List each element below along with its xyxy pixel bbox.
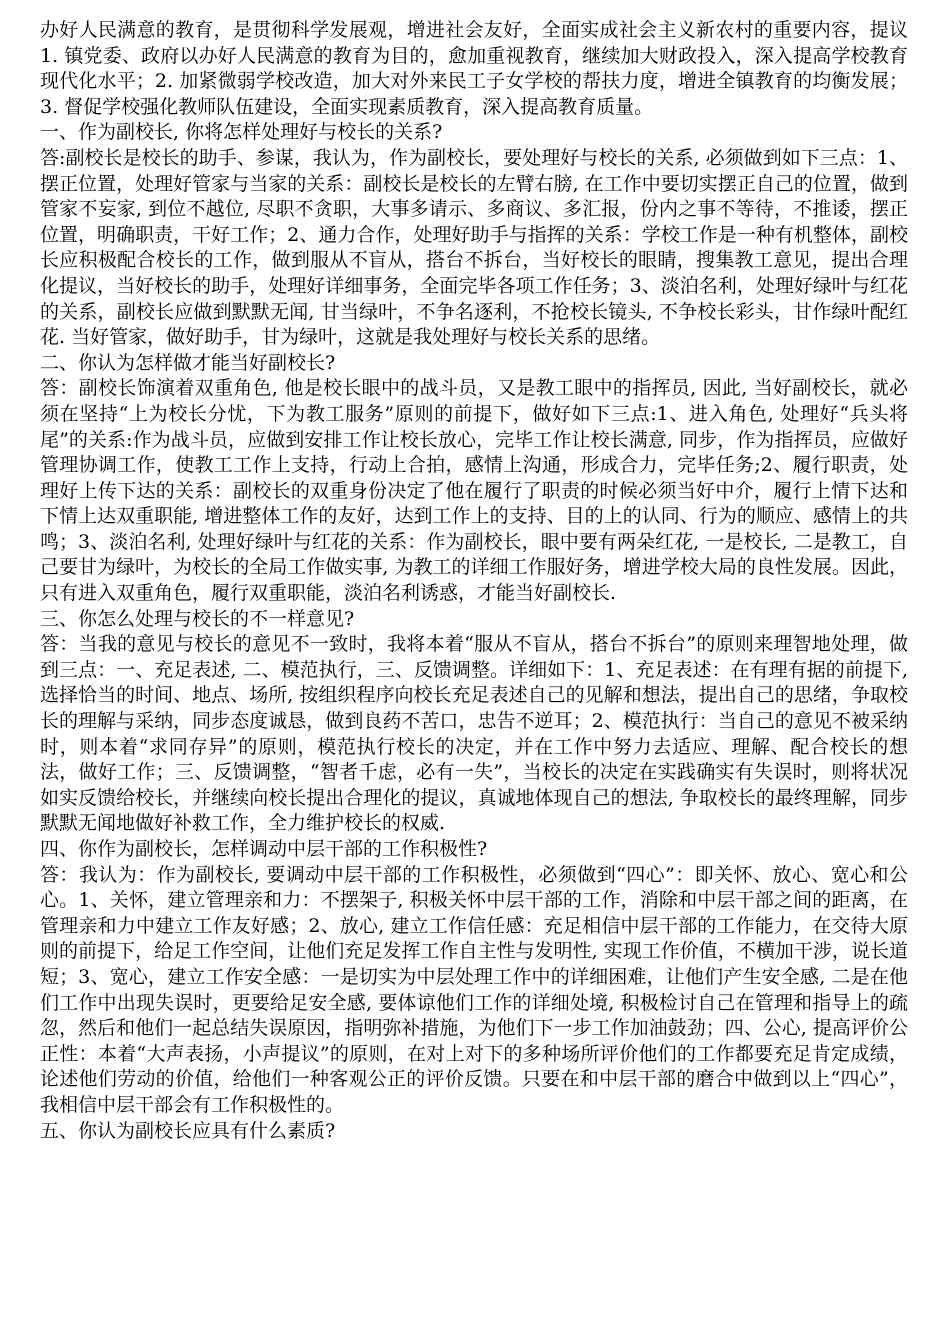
section-3-answer: 答：当我的意见与校长的意见不一致时，我将本着“服从不盲从，搭台不拆台”的原则来理智地处理，做到三点：一、充足表述, 二、模范执行，三、反馈调整。详细如下：1、充足表述：在有理有据的前提下, 选择恰当的时间、地点、场所, 按组织程序向校长充足表述自己的见解和想法，提出自己的思绪，争取校长的理解与采纳，同步态度诚恳，做到良药不苦口，忠告不逆耳；2、模范执行：当自己的意见不被采纳时，则本着“求同存异”的原则，模范执行校长的决定，并在工作中努力去适应、理解、配合校长的想法，做好工作；三、反馈调整，“智者千虑，必有一失”，当校长的决定在实践确实有失误时，则将状况如实反馈给校长，并继续向校长提出合理化的提议，真诚地体现自己的想法, 争取校长的最终理解，同步默默无闻地做好补救工作，全力维护校长的权威.: [40, 633, 908, 835]
section-4-answer: 答：我认为：作为副校长, 要调动中层干部的工作积极性，必须做到“四心”：即关怀、放心、宽心和公心。1、关怀，建立管理亲和力：不摆架子, 积极关怀中层干部的工作，消除和中层干部之间的距离，在管理亲和力中建立工作友好感；2、放心, 建立工作信任感：充足相信中层干部的工作能力，在交待大原则的前提下，给足工作空间，让他们充足发挥工作自主性与发明性, 实现工作价值，不横加干涉，说长道短；3、宽心，建立工作安全感：一是切实为中层处理工作中的详细困难，让他们产生安全感, 二是在他们工作中出现失误时，更要给足安全感, 要体谅他们工作的详细处境, 积极检讨自己在管理和指导上的疏忽，然后和他们一起总结失误原因，指明弥补措施，为他们下一步工作加油鼓劲；四、公心, 提高评价公正性：本着“大声表扬，小声提议”的原则，在对上对下的多种场所评价他们的工作都要充足肯定成绩，论述他们劳动的价值，给他们一种客观公正的评价反馈。只要在和中层干部的磨合中做到以上“四心”，我相信中层干部会有工作积极性的。: [40, 863, 908, 1116]
section-1-heading: 一、作为副校长, 你将怎样处理好与校长的关系?: [40, 121, 443, 144]
intro-paragraph: 办好人民满意的教育，是贯彻科学发展观，增进社会友好，全面实成社会主义新农村的重要内容，提议 1. 镇党委、政府以办好人民满意的教育为目的，愈加重视教育，继续加大财政投入，深入提高学校教育现代化水平；2. 加紧微弱学校改造，加大对外来民工子女学校的帮扶力度，增进全镇教育的均衡发展；3. 督促学校强化教师队伍建设，全面实现素质教育，深入提高教育质量。: [40, 19, 908, 118]
section-5-heading: 五、你认为副校长应具有什么素质?: [40, 1119, 336, 1142]
section-2-heading: 二、你认为怎样做才能当好副校长?: [40, 351, 336, 374]
section-4-heading: 四、你作为副校长，怎样调动中层干部的工作积极性?: [40, 838, 488, 860]
section-2-answer: 答：副校长饰演着双重角色, 他是校长眼中的战斗员，又是教工眼中的指挥员, 因此, 当好副校长，就必须在坚持“上为校长分忧，下为教工服务”原则的前提下，做好如下三点:1、进入角色, 处理好“兵头将尾”的关系:作为战斗员，应做到安排工作让校长放心，完毕工作让校长满意, 同步，作为指挥员，应做好管理协调工作，使教工工作上支持，行动上合拍，感情上沟通，形成合力，完毕任务;2、履行职责，处理好上传下达的关系：副校长的双重身份决定了他在履行了职责的时候必须当好中介，履行上情下达和下情上达双重职能, 增进整体工作的友好，达到工作上的支持、目的上的认同、行为的顺应、感情上的共鸣；3、淡泊名利, 处理好绿叶与红花的关系：作为副校长，眼中要有两朵红花, 一是校长, 二是教工，自己要甘为绿叶，为校长的全局工作做实事, 为教工的详细工作服好务，增进学校大局的良性发展。因此，只有进入双重角色，履行双重职能，淡泊名利诱惑，才能当好副校长.: [40, 377, 908, 605]
section-3-heading: 三、你怎么处理与校长的不一样意见?: [40, 607, 355, 630]
section-1-answer: 答:副校长是校长的助手、参谋，我认为，作为副校长，要处理好与校长的关系, 必须做到如下三点：1、摆正位置，处理好管家与当家的关系：副校长是校长的左臂右膀, 在工作中要切实摆正自己的位置，做到管家不妄家, 到位不越位, 尽职不贪职，大事多请示、多商议、多汇报，份内之事不等待，不推诿，摆正位置，明确职责，干好工作；2、通力合作，处理好助手与指挥的关系：学校工作是一种有机整体，副校长应积极配合校长的工作，做到服从不盲从，搭台不拆台，当好校长的眼睛，搜集教工意见，提出合理化提议，当好校长的助手，处理好详细事务，全面完毕各项工作任务；3、淡泊名利，处理好绿叶与红花的关系，副校长应做到默默无闻, 甘当绿叶，不争名逐利，不抢校长镜头, 不争校长彩头，甘作绿叶配红花. 当好管家，做好助手，甘为绿叶，这就是我处理好与校长关系的思绪。: [40, 146, 908, 349]
document-body: [40, 18, 908, 1144]
